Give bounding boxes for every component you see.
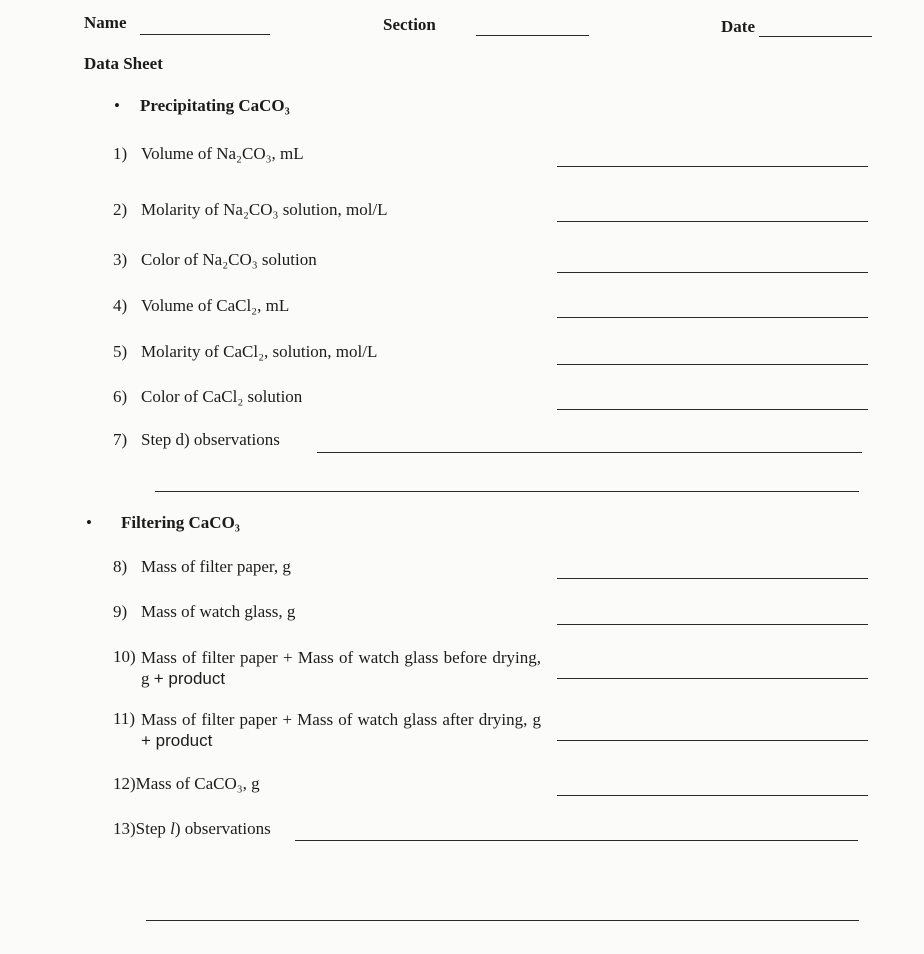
item-12-label: 12)Mass of CaCO₃, g [113,774,260,793]
section-precipitating-title: Precipitating CaCO₃ [140,96,290,115]
item-7-answer-line-2[interactable] [155,491,859,492]
item-8-label: 8) Mass of filter paper, g [113,557,291,576]
section-filtering-title: Filtering CaCO₃ [121,513,240,532]
item-1-answer-line[interactable] [557,166,868,167]
date-label: Date [721,17,755,36]
item-10-added-text: + product [153,669,226,688]
item-10-number: 10) [113,647,136,666]
bullet-icon: • [114,96,120,115]
item-11-answer-line[interactable] [557,740,868,741]
item-9-answer-line[interactable] [557,624,868,625]
item-13-answer-line[interactable] [295,840,858,841]
sheet-title: Data Sheet [84,54,163,73]
section-field[interactable] [476,35,589,36]
item-5-label: 5) Molarity of CaCl₂, solution, mol/L [113,342,378,361]
item-4-label: 4) Volume of CaCl₂, mL [113,296,290,315]
item-1-label: 1) Volume of Na₂CO₃, mL [113,144,304,163]
item-11-number: 11) [113,709,136,728]
item-3-answer-line[interactable] [557,272,868,273]
bullet-icon: • [86,513,92,532]
item-2-answer-line[interactable] [557,221,868,222]
item-9-label: 9) Mass of watch glass, g [113,602,296,621]
item-6-answer-line[interactable] [557,409,868,410]
item-8-answer-line[interactable] [557,578,868,579]
item-7-label: 7) Step d) observations [113,430,280,449]
item-10-label: Mass of filter paper + Mass of watch glass before drying, g + product [141,648,541,688]
name-label: Name [84,13,127,32]
item-3-label: 3) Color of Na₂CO₃ solution [113,250,317,269]
item-13-label: 13)Step l) observations [113,819,271,838]
item-6-label: 6) Color of CaCl₂ solution [113,387,303,406]
item-13-answer-line-2[interactable] [146,920,859,921]
item-7-answer-line[interactable] [317,452,862,453]
section-label: Section [383,15,436,34]
item-11-added-text: + product [141,731,213,750]
item-5-answer-line[interactable] [557,364,868,365]
date-field[interactable] [759,36,872,37]
item-11-label: Mass of filter paper + Mass of watch glass after drying, g + product [141,710,541,750]
item-10-answer-line[interactable] [557,678,868,679]
item-2-label: 2) Molarity of Na₂CO₃ solution, mol/L [113,200,388,219]
item-12-answer-line[interactable] [557,795,868,796]
name-field[interactable] [140,34,270,35]
item-4-answer-line[interactable] [557,317,868,318]
